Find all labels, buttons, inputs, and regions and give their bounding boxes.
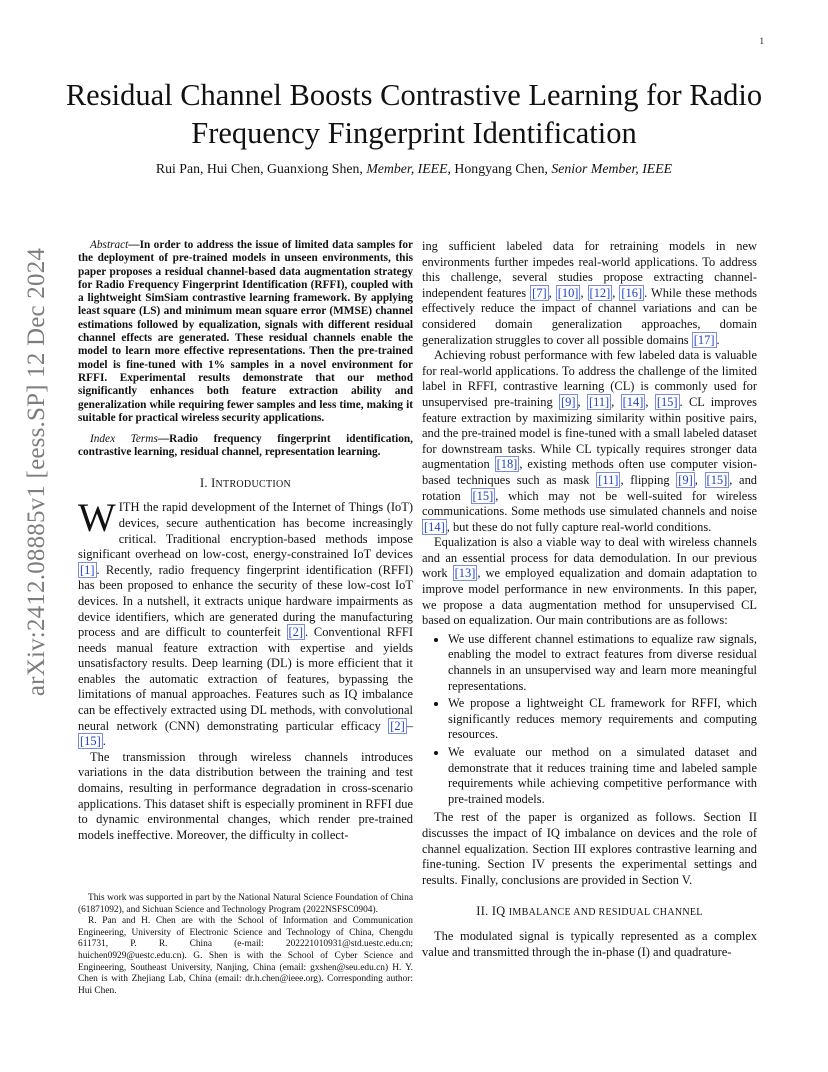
index-terms: Index Terms—Radio frequency fingerprint identification, contrastive learning, residual channel, representation learning. [78, 433, 413, 459]
citation-link[interactable]: [18] [496, 457, 518, 472]
citation-link[interactable]: [1] [80, 562, 95, 577]
citation-link[interactable]: [10] [557, 285, 579, 300]
footnote-funding: This work was supported in part by the National Natural Science Foundation of China (61871092), and Sichuan Science and Technology Program (2022NSFSC0904). [78, 893, 413, 915]
citation-link[interactable]: [7] [532, 285, 547, 300]
paper-title: Residual Channel Boosts Contrastive Learning for Radio Frequency Fingerprint Identification [65, 78, 763, 150]
citation-link[interactable]: [17] [693, 332, 715, 347]
citation-link[interactable]: [11] [588, 394, 610, 409]
footnotes [78, 893, 413, 997]
right-column [422, 239, 757, 960]
list-item: • We propose a lightweight CL framework for RFFI, which significantly reduces memory requirements and computing resources. [448, 696, 757, 743]
list-item: • We evaluate our method on a simulated dataset and demonstrate that it reduces training time and labeled sample requirements while achieving competitive performance with pre-trained models. [448, 745, 757, 807]
citation-link[interactable]: [9] [678, 472, 693, 487]
left-column [78, 239, 413, 843]
citation-link[interactable]: [16] [621, 285, 643, 300]
citation-link[interactable]: [13] [454, 566, 476, 581]
right-paragraph-5: The modulated signal is typically represented as a complex value and transmitted through the in-phase (I) and quadrature- [422, 928, 757, 959]
citation-link[interactable]: [14] [424, 519, 445, 534]
citation-link[interactable]: [11] [598, 472, 619, 487]
right-paragraph-3: Equalization is also a viable way to deal with wireless channels and an essential process for data demodulation. In our previous work [13] , we employed equalization and domain adaptation to improve model performance in new environments. In this paper, we propose a data augmentation method for unsupervised CL based on equalization. Our main contributions are as follows: [422, 535, 758, 628]
arxiv-stamp [22, 247, 52, 697]
footnote-affiliations: R. Pan and H. Chen are with the School of Information and Communication Engineering, University of Electronic Science and Technology of China, Chengdu 611731, P. R. China (e-mail: 202221010931@std.uestc.edu.cn; huichen0929@uestc.edu.cn). G. Shen is with the School of Cyber Science and Engineering, Southeast University, Nanjing, China (email: gxshen@seu.edu.cn) H. Y. Chen is with Zhejiang Lab, China (email: dr.h.chen@ieee.org). Corresponding author: Hui Chen. [78, 916, 413, 996]
right-paragraph-1: ing sufficient labeled data for retraining models in new environments further impedes real-world applications. To address this challenge, several studies propose extracting channel-independent features [7] , [10] , [12] , [16] . While these methods effectively reduce the impact of channel variations and can be considered domain generalization approaches, domain generalization struggles to cover all possible domains [17] . [422, 239, 758, 347]
right-paragraph-4: The rest of the paper is organized as follows. Section II discusses the impact of IQ imbalance on devices and the role of channel equalization. Section III explores contrastive learning and fine-tuning. Section IV presents the experimental settings and results. Finally, conclusions are provided in Section V. [422, 810, 757, 887]
citation-link[interactable]: [14] [622, 394, 644, 409]
section-heading-introduction: I. INTRODUCTION [199, 475, 292, 490]
intro-paragraph-1: WITH the rapid development of the Internet of Things (IoT) devices, secure authentication has become increasingly critical. Traditional encryption-based methods impose significant overhead on low-cost, energy-constrained IoT devices [1] . Recently, radio frequency fingerprint identification (RFFI) has been proposed to enhance the security of these low-cost IoT devices. In a nutshell, it extracts unique hardware impairments as device identifiers, which are generated during the manufacturing process and are difficult to counterfeit [2] . Conventional RFFI needs manual feature extraction with expertise and yields unsatisfactory results. Deep learning (DL) is more efficient that it enables the automatic extraction of features, bypassing the limitations of manual approaches. Features such as IQ imbalance can be effectively extracted using DL methods, with convolutional neural network (CNN) demonstrating particular efficacy [2] –[15] . [78, 495, 413, 749]
citation-link[interactable]: [2] [288, 625, 304, 640]
citation-link[interactable]: [15] [80, 734, 101, 749]
page-number: 1 [759, 36, 764, 46]
contributions-list [422, 632, 757, 808]
citation-link[interactable]: [15] [706, 472, 728, 487]
citation-link[interactable]: [2] [390, 718, 405, 733]
section-heading-iq-imbalance: II. IQ IMBALANCE AND RESIDUAL CHANNEL [476, 904, 703, 919]
citation-link[interactable]: [9] [560, 394, 576, 409]
right-paragraph-2: Achieving robust performance with few labeled data is valuable for real-world applications. To address the challenge of the limited label in RFFI, contrastive learning (CL) is commonly used for unsupervised pre-training [9] , [11] , [14] , [15] . CL improves feature extraction by maximizing similarity within positive pairs, and the pre-trained model is fine-tuned with a small labeled dataset for downstream tasks. While CL typically requires stronger data augmentation [18] , existing methods often use computer vision-based techniques such as mask [11] , flipping [9] , [15] , and rotation [15] , which may not be well-suited for wireless communications. Some methods use simulated channels and noise [14] , but these do not fully capture real-world conditions. [422, 348, 758, 534]
author-list: Rui Pan, Hui Chen, Guanxiong Shen, Member, IEEE, Hongyang Chen, Senior Member, IEEE [155, 161, 673, 176]
citation-link[interactable]: [15] [472, 488, 494, 503]
intro-paragraph-2: The transmission through wireless channels introduces variations in the data distribution between the training and test domains, resulting in performance degradation in cross-scenario applications. This dataset shift is especially prominent in RFFI due to dynamic environmental changes, which render pre-trained models ineffective. Moreover, the difficulty in collect- [78, 749, 413, 842]
list-item: • We use different channel estimations to equalize raw signals, enabling the model to extract features from diverse residual channels in an unsupervised way and learn more meaningful representations. [448, 632, 757, 694]
abstract: Abstract—In order to address the issue of limited data samples for the deployment of pre-trained models in unseen environments, this paper proposes a residual channel-based data augmentation strategy for Radio Frequency Fingerprint Identification (RFFI), coupled with a lightweight SimSiam contrastive learning framework. By applying least square (LS) and minimum mean square error (MMSE) channel estimations followed by equalization, signals with different residual channel effects are generated. These residual channels enable the model to learn more effective representations. Then the pre-trained model is fine-tuned with 1% samples in a novel environment for RFFI. Experimental results demonstrate that our method significantly enhances both feature extraction ability and generalization while requiring fewer samples and less time, making it suitable for practical wireless security applications. [78, 239, 413, 424]
drop-cap: W [78, 495, 116, 541]
citation-link[interactable]: [12] [589, 285, 611, 300]
arxiv-stamp-text: arXiv:2412.08885v1 [eess.SP] 12 Dec 2024 [23, 247, 50, 697]
citation-link[interactable]: [15] [656, 394, 678, 409]
